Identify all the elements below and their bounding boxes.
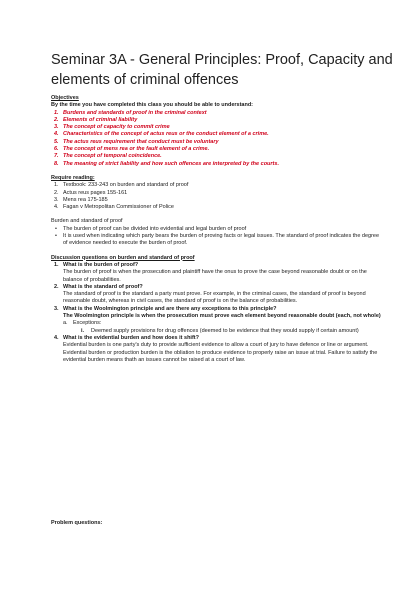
question-text: What is the burden of proof? xyxy=(63,261,139,268)
answer-text: The standard of proof is the standard a party must prove. For example, in the criminal cases, the standard of proof is beyond reasonable doubt, whereas in civil cases, the standard of proof is on the balance of probabilities. xyxy=(63,291,366,305)
question-1: 1. What is the burden of proof? The burden of proof is when the prosecution and plaintiff have the onus to prove the case beyond reasonable doubt or on the balance of probabilities. xyxy=(51,262,381,284)
reading-list xyxy=(51,182,381,211)
question-text: What is the evidential burden and how does it shift? xyxy=(63,334,199,341)
reading-item: 4. Fagan v Metropolitan Commissioner of Police xyxy=(54,204,174,211)
objective-item: 3. The concept of capacity to commit crime xyxy=(54,124,170,131)
question-3: 3. What is the Woolmington principle and are there any exceptions to this principle? The Woolmington principle is when the prosecution must prove each element beyond reasonable doubt (each, not whole) xyxy=(54,305,381,320)
reading-item: 1. Textbook: 233-243 on burden and standard of proof xyxy=(54,182,189,189)
objective-item: 7. The concept of temporal coincidence. xyxy=(54,153,162,160)
reading-item: 3. Mens rea 175-185 xyxy=(54,196,108,203)
title-line-2: elements of criminal offences xyxy=(51,72,239,88)
problem-heading: Problem questions: xyxy=(51,520,103,526)
question-text: What is the standard of proof? xyxy=(63,283,143,290)
objective-item: 2. Elements of criminal liability xyxy=(54,116,138,123)
objective-item: 8. The meaning of strict liability and how such offences are interpreted by the courts. xyxy=(54,160,279,167)
page-title xyxy=(51,50,393,90)
answer-text: Evidential burden is one party's duty to provide sufficient evidence to allow a court of jury to have defence or line or argument. Evidential burden or production burden is the obliation to produce evidence to properly raise an issue at trial. Failure to satisfy the evidential burden means thath an issues cannot be raised at a court of law. xyxy=(63,342,378,363)
bullet-item: • It is used when indicating which party bears the burden of proving facts or legal issues. The standard of proof indicates the degree of evidence needed to execute the burden of proof. xyxy=(55,233,380,247)
answer-text: The Woolmington principle is when the prosecution must prove each element beyond reasonable doubt (each, not whole) xyxy=(63,313,381,320)
bullet-item: • The burden of proof can be divided into evidential and legal burden of proof xyxy=(55,225,247,232)
sub-item-i: i. Deemed supply provisions for drug offences (deemed to be evidence that they would supply if certain amount) xyxy=(81,327,359,334)
objective-item: 1. Burdens and standards of proof in the criminal context xyxy=(54,109,207,116)
reading-heading: Require reading: xyxy=(51,174,95,181)
discussion-heading: Discussion questions on burden and standard of proof xyxy=(51,254,195,261)
burden-heading: Burden and standard of proof xyxy=(51,218,123,225)
objective-item: 6. The concept of mens rea or the fault element of a crime. xyxy=(54,146,210,153)
question-text: What is the Woolmington principle and are there any exceptions to this principle? xyxy=(63,305,277,312)
burden-bullets xyxy=(51,226,381,248)
document-body xyxy=(51,95,381,364)
title-line-1: Seminar 3A - General Principles: Proof, Capacity and xyxy=(51,52,393,68)
objective-item: 5. The actus reus requirement that conduct must be voluntary xyxy=(54,138,219,145)
objectives-intro: By the time you have completed this class you should be able to understand: xyxy=(51,102,254,109)
question-2: 2. What is the standard of proof? The standard of proof is the standard a party must prove. For example, in the criminal cases, the standard of proof is beyond reasonable doubt, whereas in civil cases, the standard of proof is on the balance of probabilities. xyxy=(51,284,381,306)
objective-item: 4. Characteristics of the concept of actus reus or the conduct element of a crime. xyxy=(54,131,269,138)
answer-text: The burden of proof is when the prosecution and plaintiff have the onus to prove the case beyond reasonable doubt or on the balance of probabilities. xyxy=(63,269,367,283)
sub-item-a: a. Exceptions: xyxy=(63,320,102,327)
reading-item: 2. Actus reus pages 155-161 xyxy=(54,189,128,196)
question-4: 4. What is the evidential burden and how does it shift? Evidential burden is one party's duty to provide sufficient evidence to allow a court of jury to have defence or line or argument. Evidential burden or production burden is the obliation to produce evidence to properly raise an issue at trial. Failure to satisfy the evidential burden means thath an issues cannot be raised at a court of law. xyxy=(51,335,381,364)
objectives-list xyxy=(51,110,381,168)
objectives-heading: Objectives xyxy=(51,95,79,101)
